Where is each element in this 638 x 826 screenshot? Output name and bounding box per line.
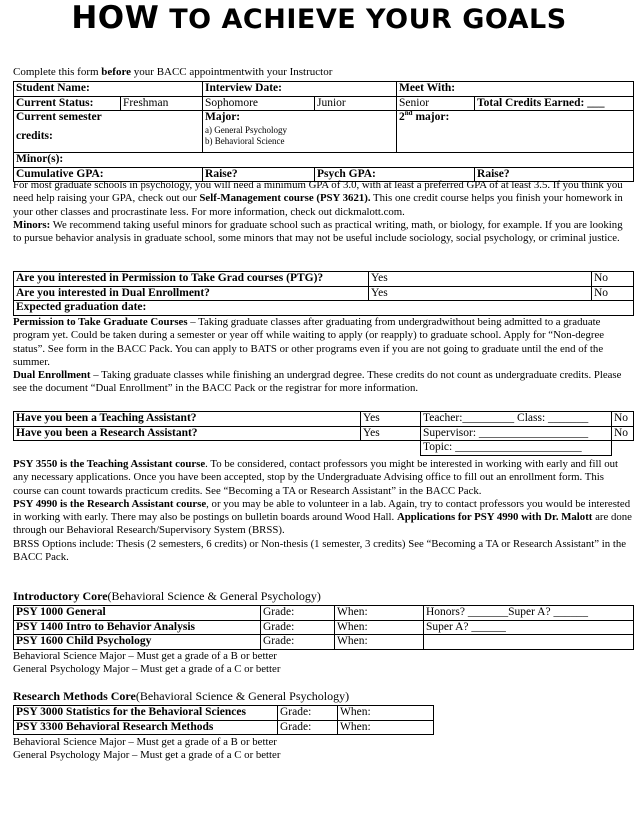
brss-heading: Applications for PSY 4990 with Dr. Malott [396,511,593,524]
course-name: PSY 1400 Intro to Behavior Analysis [14,620,261,635]
cumulative-gpa-field[interactable]: Cumulative GPA: [14,167,203,182]
blank-cell [361,441,421,456]
research-core-table [13,705,434,735]
intro-core-subtitle: (Behavioral Science & General Psychology) [107,589,321,603]
topic-field[interactable]: Topic: ______________________ [421,441,612,456]
when-field[interactable]: When: [335,635,424,650]
grade-field[interactable]: Grade: [261,606,335,621]
general-psychology-note: General Psychology Major – Must get a grade of a C or better [13,749,281,762]
grade-field[interactable]: Grade: [261,635,335,650]
current-status-label: Current Status: [14,96,121,111]
dual-no[interactable]: No [592,286,634,301]
grade-field[interactable]: Grade: [261,620,335,635]
table-row [14,620,634,635]
course-name: PSY 1600 Child Psychology [14,635,261,650]
second-major-field[interactable] [397,111,634,153]
ta-para [13,458,633,498]
ta-yes[interactable]: Yes [361,412,421,427]
table-row [14,720,434,735]
status-senior[interactable]: Senior [397,96,475,111]
research-core-heading [13,690,633,705]
brss-para: BRSS Options include: Thesis (2 semesters, 6 credits) or Non-thesis (1 semester, 3 credits) See “Becoming a TA or Research Assistant” in the BACC Pack. [13,537,627,564]
extra-field[interactable] [424,635,634,650]
minors-text: We recommend taking useful minors for graduate school such as practical writing, math, or biology, for example. If you are looking to pursue behavior analysis in graduate school, some minors that may not be useful include sociology, social psychology, or criminal justice. [13,218,623,245]
table-row [14,706,434,721]
major-label: Major: [205,111,241,124]
ta-no[interactable]: No [612,412,634,427]
assistant-paragraph [13,458,633,564]
when-field[interactable]: When: [335,606,424,621]
dual-para [13,369,633,396]
supervisor-field[interactable]: Supervisor: ___________________ [421,426,612,441]
research-core-notes [13,736,633,763]
ra-no[interactable]: No [612,426,634,441]
intro-line [13,66,633,80]
research-core-subtitle: (Behavioral Science & General Psychology) [135,689,350,703]
self-management-course: Self-Management course (PSY 3621). [199,192,371,205]
intro-core-title: Introductory Core [13,589,108,603]
table-row [14,606,634,621]
raise-gpa-field[interactable]: Raise? [203,167,315,182]
intro-text-2: your BACC appointmentwith your Instructor [131,66,333,78]
intro-text: Complete this form [13,66,102,78]
behavioral-science-note: Behavioral Science Major – Must get a grade of a B or better [13,736,277,748]
major-field[interactable] [203,111,397,153]
intro-core-table [13,605,634,650]
student-info-table [13,81,634,182]
intro-core-section [13,605,633,650]
credits-label: credits: [16,129,53,142]
ta-course-heading: PSY 3550 is the Teaching Assistant course [13,458,206,470]
gpa-minors-paragraph [13,179,633,245]
status-junior[interactable]: Junior [315,96,397,111]
student-info-section [13,81,633,182]
dual-heading: Dual Enrollment [13,369,91,382]
ra-question: Have you been a Research Assistant? [14,426,361,441]
research-core-title: Research Methods Core [13,689,136,703]
extra-field[interactable]: Honors? _______Super A? ______ [424,606,634,621]
title-how: HOW [71,0,160,36]
ptg-para [13,316,633,369]
intro-core-notes [13,650,633,677]
current-semester-label: Current semester [16,111,102,124]
general-psychology-note: General Psychology Major – Must get a grade of a C or better [13,663,281,676]
grad-courses-table [13,271,634,316]
blank-cell [612,441,634,456]
status-freshman[interactable]: Freshman [121,96,203,111]
ra-yes[interactable]: Yes [361,426,421,441]
meet-with-field[interactable]: Meet With: [397,82,634,97]
ra-para [13,498,633,538]
grade-field[interactable]: Grade: [278,706,338,721]
dual-question: Are you interested in Dual Enrollment? [14,286,369,301]
expected-graduation-field[interactable]: Expected graduation date: [14,301,634,316]
minors-field[interactable]: Minor(s): [14,153,634,168]
assistant-table [13,411,634,456]
behavioral-science-note: Behavioral Science Major – Must get a grade of a B or better [13,650,277,662]
dual-yes[interactable]: Yes [369,286,592,301]
second-major-sup: nd [404,110,413,118]
interview-date-field[interactable]: Interview Date: [203,82,397,97]
intro-bold: before [101,66,132,78]
status-sophomore[interactable]: Sophomore [203,96,315,111]
grad-courses-paragraph [13,316,633,396]
assistant-section [13,411,633,456]
psych-gpa-field[interactable]: Psych GPA: [315,167,475,182]
ra-text: , or you may be able to volunteer in a lab. Again, try to contact professors you would be interested in working with early. There may also be postings on bulletin boards around Wood Hall. [13,497,631,524]
title-rest: TO ACHIEVE YOUR GOALS [169,4,567,35]
ta-question: Have you been a Teaching Assistant? [14,412,361,427]
course-name: PSY 3000 Statistics for the Behavioral Sciences [14,706,278,721]
ptg-text: – Taking graduate classes after graduating from undergradwithout being admitted to a graduate program yet. Could be taken during a semester or year off while waiting to apply (or reapply) to graduate school. Apply for “Non-degree status”. See form in the BACC Pack. You can apply to BATS or other programs even if you are not going to graduate until the end of the summer. [13,316,605,368]
minors-para [13,219,633,246]
gpa-text: For most graduate schools in psychology, you will need a minimum GPA of 3.0, with at least a preferred GPA of at least 3.5. If you think you need help raising your GPA, check out our [13,179,623,205]
grade-field[interactable]: Grade: [278,720,338,735]
page-title [0,0,638,36]
intro-core-heading [13,590,633,605]
second-major-label: major: [412,111,450,124]
blank-cell [14,441,361,456]
ra-text-2: are done through our Behavioral Research/Supervisory System (BRSS). [13,511,632,537]
ra-course-heading: PSY 4990 is the Research Assistant course [13,497,207,510]
total-credits-field[interactable]: Total Credits Earned: ___ [475,96,634,111]
course-name: PSY 3300 Behavioral Research Methods [14,720,278,735]
gpa-para [13,179,633,219]
minors-heading: Minors: [13,218,51,231]
ptg-no[interactable]: No [592,272,634,287]
extra-field[interactable]: Super A? ______ [424,620,634,635]
grad-courses-section [13,271,633,316]
gpa-text-2: This one credit course helps you finish your homework in your other classes and procrastinate less. For more information, check out dickmalott.com. [13,192,623,218]
ptg-heading: Permission to Take Graduate Courses [13,316,188,328]
dual-text: – Taking graduate classes while finishing an undergrad degree. These credits do not count as undergraduate credits. Please see the document “Dual Enrollment” in the BACC Pack or the registrar for more information. [13,369,622,395]
when-field[interactable]: When: [338,706,434,721]
when-field[interactable]: When: [335,620,424,635]
ptg-question: Are you interested in Permission to Take Grad courses (PTG)? [14,272,369,287]
when-field[interactable]: When: [338,720,434,735]
ptg-yes[interactable]: Yes [369,272,592,287]
second-major-num: 2 [399,111,405,124]
raise-psych-gpa-field[interactable]: Raise? [475,167,634,182]
ta-text: . To be considered, contact professors you might be interested in working with early and fill out any necessary applications. Once you have been accepted, stop by the Undergraduate Advising office to fill out an enrollment form. This course can count towards practicum credits. See “Becoming a TA or Research Assistant” in the BACC Pack. [13,458,618,497]
research-core-section [13,705,433,735]
teacher-class-field[interactable]: Teacher:_________ Class: _______ [421,412,612,427]
student-name-field[interactable]: Student Name: [14,82,203,97]
major-option-b: b) Behavioral Science [205,135,285,146]
major-option-a: a) General Psychology [205,124,287,135]
current-semester-credits-field[interactable] [14,111,203,153]
course-name: PSY 1000 General [14,606,261,621]
table-row [14,635,634,650]
